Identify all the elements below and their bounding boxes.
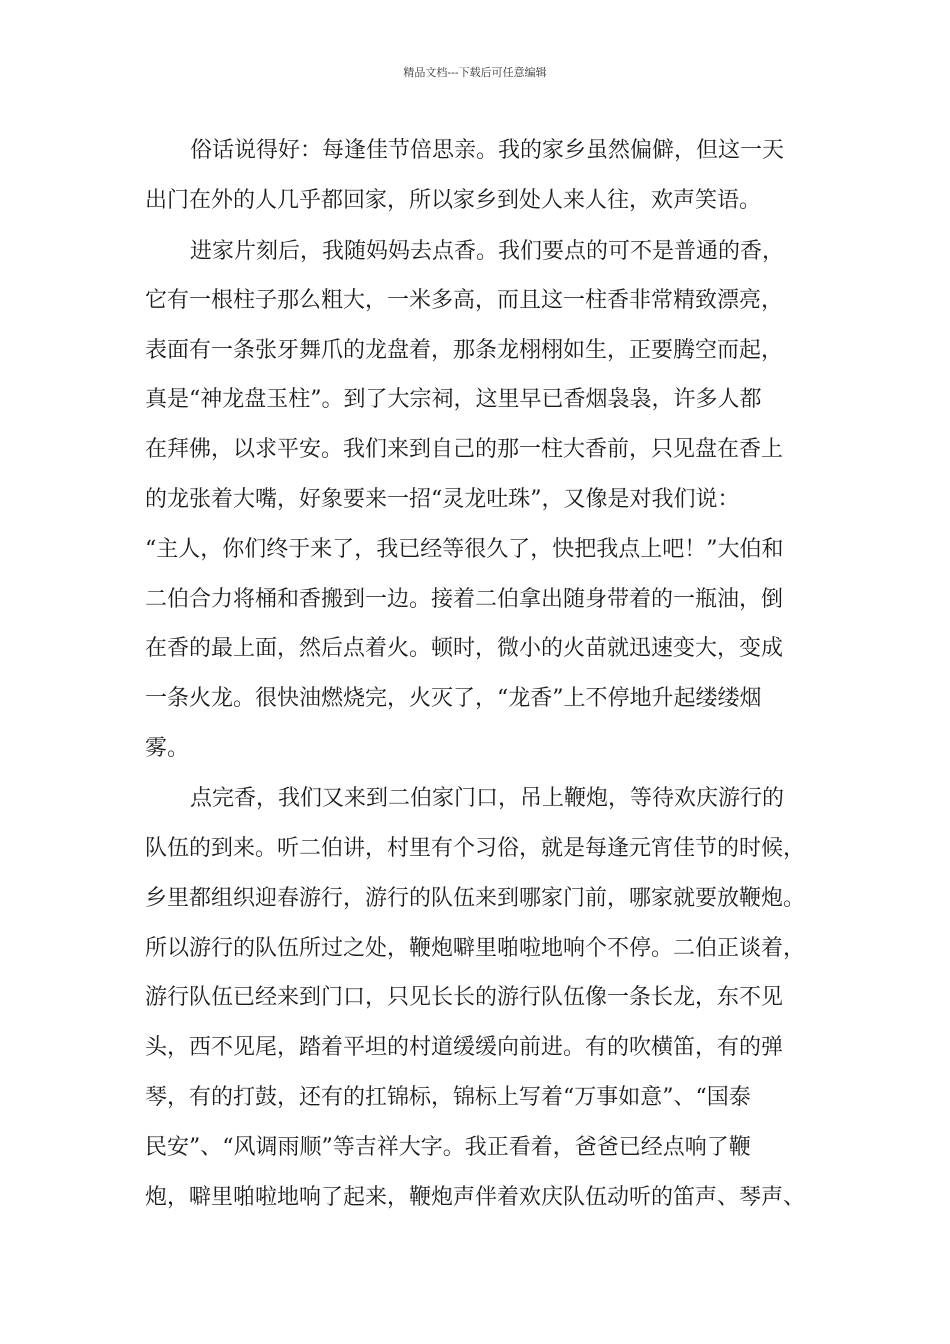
page-header: 精品文档---下载后可任意编辑 — [403, 66, 547, 79]
text-line: 二伯合力将桶和香搬到一边。接着二伯拿出随身带着的一瓶油，倒 — [145, 587, 784, 612]
text-line: 炮，噼里啪啦地响了起来，鞭炮声伴着欢庆队伍动听的笛声、琴声、 — [145, 1185, 806, 1210]
text-line: 琴，有的打鼓，还有的扛锦标，锦标上写着“万事如意”、“国泰 — [145, 1085, 751, 1110]
text-line: 点完香，我们又来到二伯家门口，吊上鞭炮，等待欢庆游行的 — [190, 786, 785, 811]
text-line: 在香的最上面，然后点着火。顿时，微小的火苗就迅速变大，变成 — [145, 636, 784, 661]
text-line: 一条火龙。很快油燃烧完，火灭了，“龙香”上不停地升起缕缕烟 — [145, 686, 762, 711]
text-line: 表面有一条张牙舞爪的龙盘着，那条龙栩栩如生，正要腾空而起， — [145, 338, 784, 363]
text-line: 所以游行的队伍所过之处，鞭炮噼里啪啦地响个不停。二伯正谈着， — [145, 936, 806, 961]
text-line: 在拜佛，以求平安。我们来到自己的那一柱大香前，只见盘在香上 — [145, 437, 784, 462]
text-line: 乡里都组织迎春游行，游行的队伍来到哪家门前，哪家就要放鞭炮。 — [145, 886, 806, 911]
text-line: 真是“神龙盘玉柱”。到了大宗祠，这里早已香烟袅袅，许多人都 — [145, 387, 762, 412]
text-line: 雾。 — [145, 736, 190, 761]
text-line: “主人，你们终于来了，我已经等很久了，快把我点上吧！”大伯和 — [145, 537, 784, 562]
text-line: 俗话说得好：每逢佳节倍思亲。我的家乡虽然偏僻，但这一天 — [190, 138, 785, 163]
text-line: 的龙张着大嘴，好象要来一招“灵龙吐珠”，又像是对我们说： — [145, 487, 740, 512]
text-line: 队伍的到来。听二伯讲，村里有个习俗，就是每逢元宵佳节的时候， — [145, 836, 806, 861]
text-line: 出门在外的人几乎都回家，所以家乡到处人来人往，欢声笑语。 — [145, 188, 762, 213]
text-line: 民安”、“风调雨顺”等吉祥大字。我正看着，爸爸已经点响了鞭 — [145, 1135, 751, 1160]
text-line: 头，西不见尾，踏着平坦的村道缓缓向前进。有的吹横笛，有的弹 — [145, 1035, 784, 1060]
text-line: 游行队伍已经来到门口，只见长长的游行队伍像一条长龙，东不见 — [145, 985, 784, 1010]
text-line: 它有一根柱子那么粗大，一米多高，而且这一柱香非常精致漂亮， — [145, 288, 784, 313]
text-line: 进家片刻后，我随妈妈去点香。我们要点的可不是普通的香， — [190, 239, 785, 264]
